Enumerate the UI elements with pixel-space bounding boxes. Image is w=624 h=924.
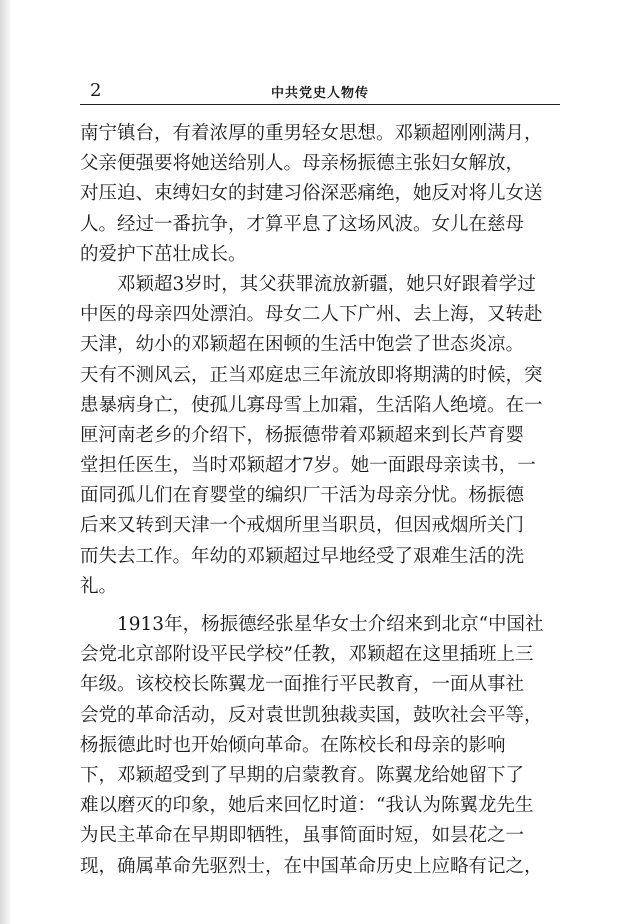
text-line: 堂担任医生，当时邓颖超才7岁。她一面跟母亲读书，一	[80, 455, 536, 477]
text-line: 人。经过一番抗争，才算平息了这场风波。女儿在慈母	[80, 213, 525, 235]
text-line: 父亲便强要将她送给别人。母亲杨振德主张妇女解放，	[80, 153, 525, 175]
paragraph-3	[80, 610, 560, 882]
paragraph-2	[80, 270, 560, 602]
text-line: 现，确属革命先驱烈士，在中国革命历史上应略有记之，	[80, 855, 543, 877]
text-line: 难以磨灭的印象，她后来回忆时道：“我认为陈翼龙先生	[80, 795, 534, 817]
page-number: 2	[90, 80, 102, 101]
text-line: 天有不测风云，正当邓庭忠三年流放即将期满的时候，突	[80, 364, 543, 386]
text-line: 中医的母亲四处漂泊。母女二人下广州、去上海，又转赴	[80, 304, 543, 326]
text-line: 下，邓颖超受到了早期的启蒙教育。陈翼龙给她留下了	[80, 764, 525, 786]
text-line: 的爱护下茁壮成长。	[80, 243, 247, 265]
text-line: 年级。该校校长陈翼龙一面推行平民教育，一面从事社	[80, 674, 525, 696]
text-line: 杨振德此时也开始倾向革命。在陈校长和母亲的影响	[80, 734, 506, 756]
scan-edge-shadow	[0, 0, 12, 924]
text-line: 对压迫、束缚妇女的封建习俗深恶痛绝，她反对将儿女送	[80, 183, 543, 205]
text-line: 为民主革命在早期即牺牲，虽事简面时短，如昙花之一	[80, 825, 525, 847]
book-page	[80, 76, 560, 882]
text-line: 会党北京部附设平民学校”任教，邓颖超在这里插班上三	[80, 644, 534, 666]
text-line: 邓颖超3岁时，其父获罪流放新疆，她只好跟着学过	[117, 273, 536, 295]
text-line: 天津，幼小的邓颖超在困顿的生活中饱尝了世态炎凉。	[80, 334, 525, 356]
text-line: 而失去工作。年幼的邓颖超过早地经受了艰难生活的洗	[80, 545, 525, 567]
page-body	[80, 119, 560, 882]
text-line: 后来又转到天津一个戒烟所里当职员，但因戒烟所关门	[80, 515, 525, 537]
page-header	[80, 76, 560, 105]
text-line: 会党的革命活动，反对袁世凯独裁卖国，鼓吹社会平等，	[80, 704, 543, 726]
text-line: 1913年，杨振德经张星华女士介绍来到北京“中国社	[117, 614, 544, 635]
text-line: 患暴病身亡，使孤儿寡母雪上加霜，生活陷人绝境。在一	[80, 394, 543, 416]
paragraph-1	[80, 119, 560, 270]
text-line: 礼。	[80, 575, 118, 597]
paragraph-gap	[80, 602, 560, 610]
text-line: 匣河南老乡的介绍下，杨振德带着邓颖超来到长芦育婴	[80, 424, 525, 446]
text-line: 面同孤儿们在育婴堂的编织厂干活为母亲分忧。杨振德	[80, 485, 525, 507]
text-line: 南宁镇台，有着浓厚的重男轻女思想。邓颖超刚刚满月，	[80, 123, 543, 144]
running-title: 中共党史人物传	[270, 86, 369, 101]
